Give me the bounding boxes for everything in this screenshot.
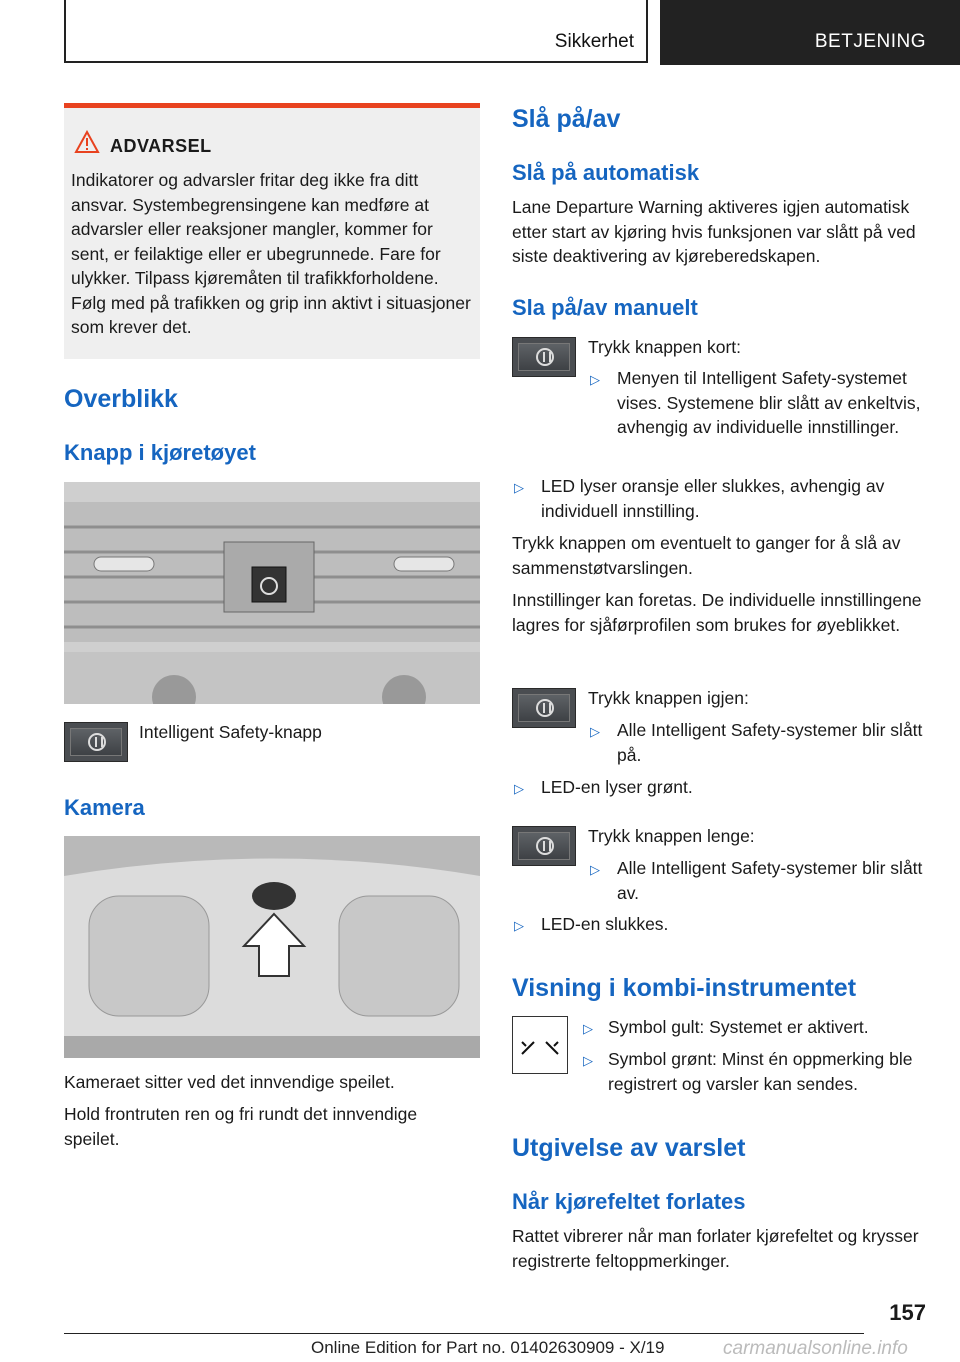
long-sub: Alle Intelligent Safety-systemer blir slått av. [617,858,923,903]
footer-divider [64,1333,864,1334]
heading-knapp: Knapp i kjøretøyet [64,440,256,465]
button-long-icon [512,826,576,866]
heading-manuelt: Sla på/av manuelt [512,295,698,320]
short-press-sub: Menyen til Intelligent Safety-systemet vises. Systemene blir slått av enkeltvis, avhengig av individuelle innstillinger. [617,368,921,437]
heading-overblikk: Overblikk [64,385,178,413]
again-sub: Alle Intelligent Safety-systemer blir slått på. [617,720,923,765]
dashboard-button-photo [64,482,480,704]
section-title: Sikkerhet [554,31,634,52]
page-number: 157 [889,1300,926,1325]
heading-utgivelse: Utgivelse av varslet [512,1134,746,1162]
intelligent-safety-button-icon [64,722,128,762]
heading-automatisk: Slå på automatisk [512,160,700,185]
again-text: Trykk knappen om eventuelt to ganger for å slå av sammenstøtvarslingen. [512,533,901,578]
warning-title: ADVARSEL [110,136,212,156]
button-short-icon [512,337,576,377]
short-press-text: Trykk knappen kort: [588,337,742,357]
chapter-title: BETJENING [814,31,926,52]
heading-sla-pa-av: Slå på/av [512,105,621,133]
lane-departure-symbol-icon [512,1016,568,1074]
short-led-text: LED lyser oransje eller slukkes, avhengig av individuell innstilling. [541,476,885,521]
camera-photo [64,836,480,1058]
button-again-icon [512,688,576,728]
bullet-icon: ▷ [514,918,524,933]
bullet-icon: ▷ [514,781,524,796]
camera-paragraph-1: Kameraet sitter ved det innvendige speilet. [64,1072,395,1092]
long-led-text: LED-en slukkes. [541,914,669,934]
button-caption: Intelligent Safety-knapp [139,722,322,742]
bullet-icon: ▷ [583,1053,593,1068]
chapter-tab [660,0,960,65]
automatic-text: Lane Departure Warning aktiveres igjen automatisk etter start av kjøring hvis funksjonen var slått på ved siste deaktivering av kjøreberedskapen. [512,197,916,266]
warning-text: Indikatorer og advarsler fritar deg ikke fra ditt ansvar. Systembegrensingene kan medføre at advarsler eller reaksjoner mangler, kommer for sent, er feilaktige eller er ubegrunnede. Fare for ulykker. Tilpass kjøremåten til trafikkforholdene. Følg med på trafikken og grip inn aktivt i situasjoner som krever det. [71,170,471,337]
bullet-icon: ▷ [590,724,600,739]
again-led-text: LED-en lyser grønt. [541,777,693,797]
bullet-icon: ▷ [590,862,600,877]
bullet-icon: ▷ [583,1021,593,1036]
long-press-text: Trykk knappen lenge: [588,826,755,846]
press-again-text: Trykk knappen igjen: [588,688,749,708]
warning-icon [74,130,100,154]
settings-text: Innstillinger kan foretas. De individuelle innstillingene lagres for sjåførprofilen som brukes for øyeblikket. [512,590,922,635]
heading-nar: Når kjørefeltet forlates [512,1189,746,1214]
warning-box [64,103,480,359]
camera-paragraph-2: Hold frontruten ren og fri rundt det innvendige speilet. [64,1104,418,1149]
heading-kamera: Kamera [64,795,145,820]
bullet-icon: ▷ [590,372,600,387]
watermark: carmanualsonline.info [723,1338,908,1359]
symbol-green-text: Symbol grønt: Minst én oppmerking ble registrert og varsler kan sendes. [608,1049,913,1094]
bullet-icon: ▷ [514,480,524,495]
heading-visning: Visning i kombi-instrumentet [512,974,857,1002]
nar-text: Rattet vibrerer når man forlater kjørefeltet og krysser registrerte feltoppmerkinger. [512,1226,919,1271]
symbol-yellow-text: Symbol gult: Systemet er aktivert. [608,1017,869,1037]
footer-edition: Online Edition for Part no. 01402630909 - X/19 [311,1338,665,1357]
